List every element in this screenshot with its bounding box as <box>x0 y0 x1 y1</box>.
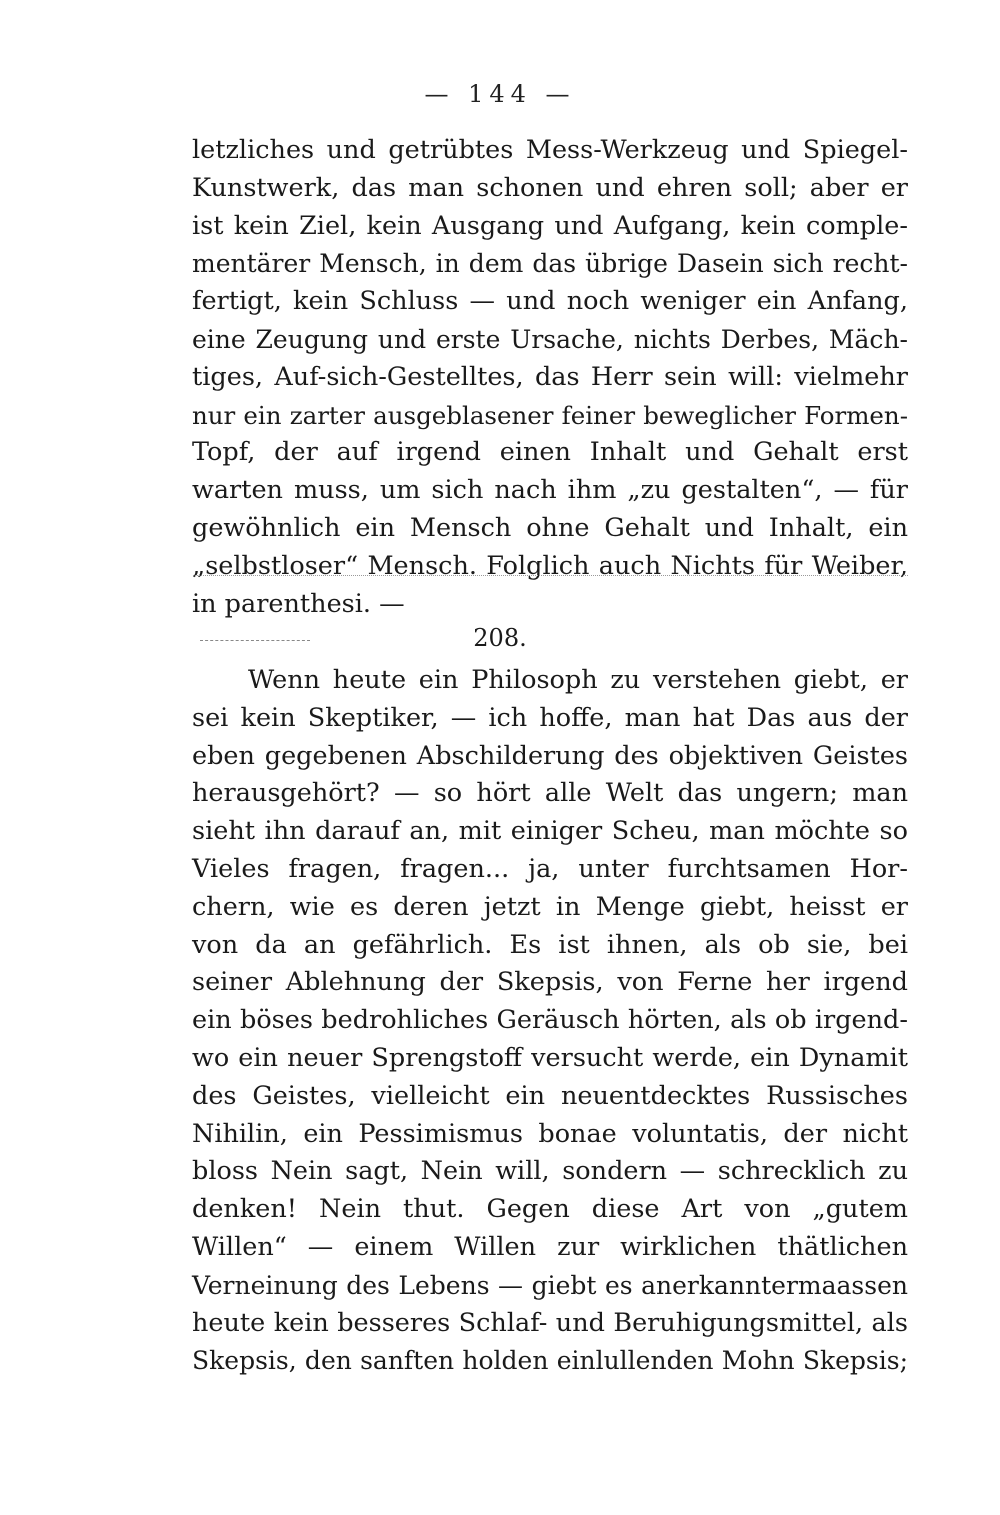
text-line: herausgehört? — so hört alle Welt das ungern; man <box>192 778 908 809</box>
scan-mark-underline <box>193 575 908 576</box>
text-line: nur ein zarter ausgeblasener feiner beweglicher Formen- <box>192 400 908 430</box>
text-line: ist kein Ziel, kein Ausgang und Aufgang, kein comple- <box>192 210 908 241</box>
text-line: des Geistes, vielleicht ein neuentdecktes Russisches <box>192 1080 908 1111</box>
text-line: warten muss, um sich nach ihm „zu gestalten“, — für <box>192 475 908 506</box>
text-line: chern, wie es deren jetzt in Menge giebt, heisst er <box>192 891 908 922</box>
text-line: sei kein Skeptiker, — ich hoffe, man hat Das aus der <box>192 702 908 733</box>
text-line: gewöhnlich ein Mensch ohne Gehalt und Inhalt, ein <box>192 512 908 543</box>
text-line: Nihilin, ein Pessimismus bonae voluntatis, der nicht <box>192 1118 908 1149</box>
page-number: — 144 — <box>424 80 576 108</box>
section-number: 208. <box>473 624 527 652</box>
text-line: denken! Nein thut. Gegen diese Art von „gutem <box>192 1194 908 1225</box>
text-line: eine Zeugung und erste Ursache, nichts Derbes, Mäch- <box>192 324 908 354</box>
text-line: Vieles fragen, fragen... ja, unter furchtsamen Hor- <box>192 853 908 884</box>
text-line: „selbstloser“ Mensch. Folglich auch Nichts für Weiber, <box>192 550 908 581</box>
text-line: seiner Ablehnung der Skepsis, von Ferne her irgend <box>192 967 908 998</box>
passage-continuation <box>192 132 908 623</box>
text-line: von da an gefährlich. Es ist ihnen, als ob sie, bei <box>192 929 908 960</box>
text-line: ein böses bedrohliches Geräusch hörten, als ob irgend- <box>192 1005 908 1036</box>
text-line: Wenn heute ein Philosoph zu verstehen giebt, er <box>248 665 908 695</box>
text-line: letzliches und getrübtes Mess-Werkzeug und Spiegel- <box>192 135 908 165</box>
text-line: Willen“ — einem Willen zur wirklichen thätlichen <box>192 1231 908 1262</box>
text-line: tiges, Auf-sich-Gestelltes, das Herr sein will: vielmehr <box>192 361 908 392</box>
text-line: sieht ihn darauf an, mit einiger Scheu, man möchte so <box>192 816 908 847</box>
text-line: heute kein besseres Schlaf- und Beruhigungsmittel, als <box>192 1307 908 1338</box>
text-line: eben gegebenen Abschilderung des objektiven Geistes <box>192 740 908 771</box>
text-line: in parenthesi. — <box>192 588 405 619</box>
text-line: Kunstwerk, das man schonen und ehren soll; aber er <box>192 172 908 203</box>
text-line: mentärer Mensch, in dem das übrige Dasein sich recht- <box>192 249 908 279</box>
text-line: Verneinung des Lebens — giebt es anerkanntermaassen <box>192 1270 908 1300</box>
text-line: Skepsis, den sanften holden einlullenden Mohn Skepsis; <box>192 1346 908 1376</box>
text-line: bloss Nein sagt, Nein will, sondern — schrecklich zu <box>192 1156 908 1187</box>
text-line: fertigt, kein Schluss — und noch weniger ein Anfang, <box>192 286 908 317</box>
text-line: Topf, der auf irgend einen Inhalt und Gehalt erst <box>192 437 908 468</box>
aphorism-208 <box>192 662 908 1380</box>
text-line: wo ein neuer Sprengstoff versucht werde, ein Dynamit <box>192 1042 908 1073</box>
